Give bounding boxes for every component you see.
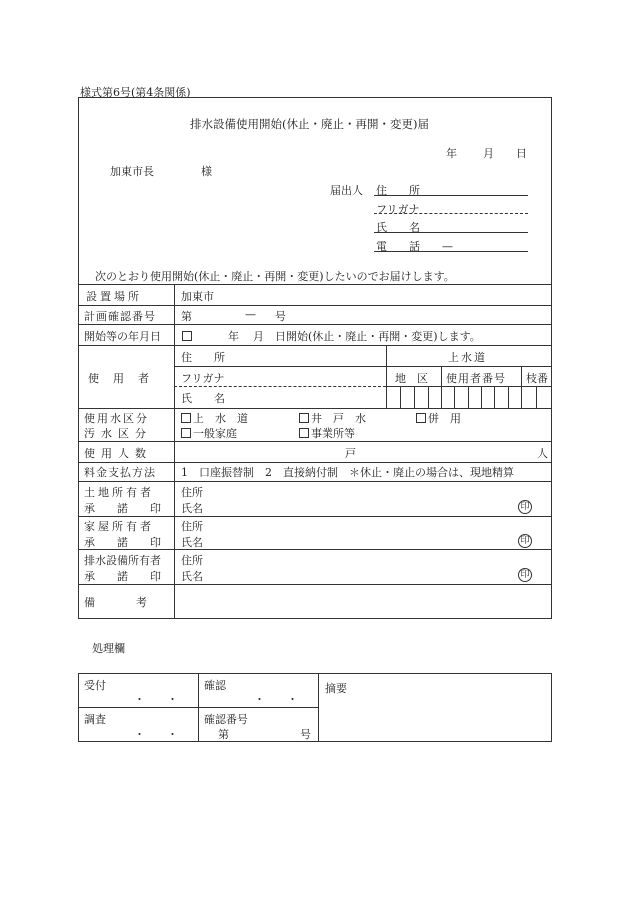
- house-owner-seal: 印: [518, 534, 532, 548]
- date-year: 年: [446, 147, 457, 160]
- district-divider: [441, 366, 442, 408]
- facility-owner-consent: 承 諾 印: [84, 570, 161, 583]
- confirmed-label: 確認: [204, 679, 226, 692]
- payment-label: 料金支払方法: [84, 466, 156, 479]
- start-date-year: 年: [228, 330, 239, 343]
- row-divider: [78, 481, 552, 482]
- district-label: 地 区: [395, 372, 428, 385]
- confirm-number-label: 確認番号: [204, 713, 248, 726]
- confirm-number-prefix: 第: [218, 728, 229, 741]
- facility-owner-seal: 印: [518, 568, 532, 582]
- land-owner-label: 土地所有者: [84, 486, 154, 499]
- user-divider: [386, 345, 387, 408]
- water-type-label: 使用水区分: [84, 412, 149, 425]
- households-unit: 戸: [345, 447, 356, 460]
- applicant-phone-line: [374, 251, 528, 252]
- received-date-dots: ・ ・: [134, 693, 178, 706]
- start-date-rest: 日開始(休止・廃止・再開・変更)します。: [275, 330, 481, 343]
- row-divider: [78, 584, 552, 585]
- row-divider: [78, 284, 552, 285]
- date-month: 月: [483, 147, 494, 160]
- facility-owner-name: 氏名: [181, 570, 203, 583]
- form-title: 排水設備使用開始(休止・廃止・再開・変更)届: [190, 117, 429, 131]
- land-owner-consent: 承 諾 印: [84, 502, 161, 515]
- user-number-row-line: [386, 386, 552, 387]
- people-unit: 人: [537, 447, 548, 460]
- investigated-label: 調査: [84, 713, 106, 726]
- row-divider: [78, 324, 552, 325]
- user-name-label: 氏 名: [181, 392, 225, 405]
- applicant-furigana-line: [374, 213, 528, 214]
- house-owner-label: 家屋所有者: [84, 520, 154, 533]
- applicant-name-line: [374, 232, 528, 233]
- land-owner-address: 住所: [181, 486, 203, 499]
- addressee-honorific: 様: [201, 165, 212, 178]
- confirm-number-suffix: 号: [300, 728, 311, 741]
- user-label: 使用者: [88, 372, 163, 385]
- plan-number-suffix: 号: [275, 310, 286, 323]
- confirmed-date-dots: ・ ・: [254, 693, 298, 706]
- branch-label: 枝番: [526, 372, 548, 385]
- option-well-water[interactable]: 井 戸 水: [299, 410, 366, 426]
- facility-owner-label: 排水設備所有者: [84, 554, 161, 567]
- house-owner-consent: 承 諾 印: [84, 536, 161, 549]
- received-label: 受付: [84, 679, 106, 692]
- applicant-name-label: 氏 名: [376, 221, 420, 234]
- row-divider: [78, 462, 552, 463]
- option-tap-water[interactable]: 上 水 道: [181, 410, 248, 426]
- user-number-label: 使用者番号: [446, 372, 506, 385]
- user-address-label: 住 所: [181, 351, 225, 364]
- user-furigana-line: [174, 386, 386, 387]
- processing-heading: 処理欄: [92, 642, 125, 655]
- water-header: 上水道: [448, 351, 487, 364]
- branch-divider: [521, 366, 522, 408]
- option-business[interactable]: 事業所等: [299, 425, 355, 441]
- form-number: 様式第6号(第4条関係): [80, 86, 191, 99]
- sewage-type-label: 汚水区分: [84, 427, 152, 440]
- option-combined[interactable]: 併 用: [416, 410, 461, 426]
- start-date-checkbox[interactable]: [182, 331, 192, 341]
- addressee-name: 加東市長: [110, 165, 154, 178]
- plan-number-prefix: 第: [181, 310, 192, 323]
- location-value: 加東市: [181, 290, 214, 303]
- user-furigana-label: フリガナ: [181, 372, 225, 385]
- row-divider: [78, 408, 552, 409]
- land-owner-name: 氏名: [181, 502, 203, 515]
- investigated-date-dots: ・ ・: [134, 728, 178, 741]
- location-label: 設置場所: [86, 290, 142, 303]
- start-date-label: 開始等の年月日: [84, 330, 161, 343]
- option-household[interactable]: 一般家庭: [181, 425, 237, 441]
- intro-text: 次のとおり使用開始(休止・廃止・再開・変更)したいのでお届けします。: [95, 270, 455, 283]
- applicant-furigana-label: フリガナ: [376, 203, 420, 216]
- house-owner-address: 住所: [181, 520, 203, 533]
- row-divider: [78, 305, 552, 306]
- applicant-address-line: [374, 195, 528, 196]
- house-owner-name: 氏名: [181, 536, 203, 549]
- applicant-phone-label: 電 話 —: [376, 240, 453, 253]
- land-owner-seal: 印: [518, 500, 532, 514]
- date-day: 日: [516, 147, 527, 160]
- row-divider: [78, 441, 552, 442]
- plan-number-label: 計画確認番号: [84, 310, 156, 323]
- user-subdivider: [174, 366, 552, 367]
- applicant-label: 届出人: [330, 184, 363, 197]
- row-divider: [78, 516, 552, 517]
- summary-label: 摘要: [325, 682, 347, 695]
- applicant-address-label: 住 所: [376, 184, 420, 197]
- facility-owner-address: 住所: [181, 554, 203, 567]
- start-date-month: 月: [253, 330, 264, 343]
- persons-label: 使用人数: [84, 447, 152, 460]
- label-column-divider: [174, 284, 175, 619]
- payment-value: 1 口座振替制 2 直接納付制 ＊休止・廃止の場合は、現地精算: [181, 466, 514, 479]
- row-divider: [78, 345, 552, 346]
- remarks-label: 備 考: [84, 596, 149, 609]
- plan-number-dash: —: [245, 308, 256, 321]
